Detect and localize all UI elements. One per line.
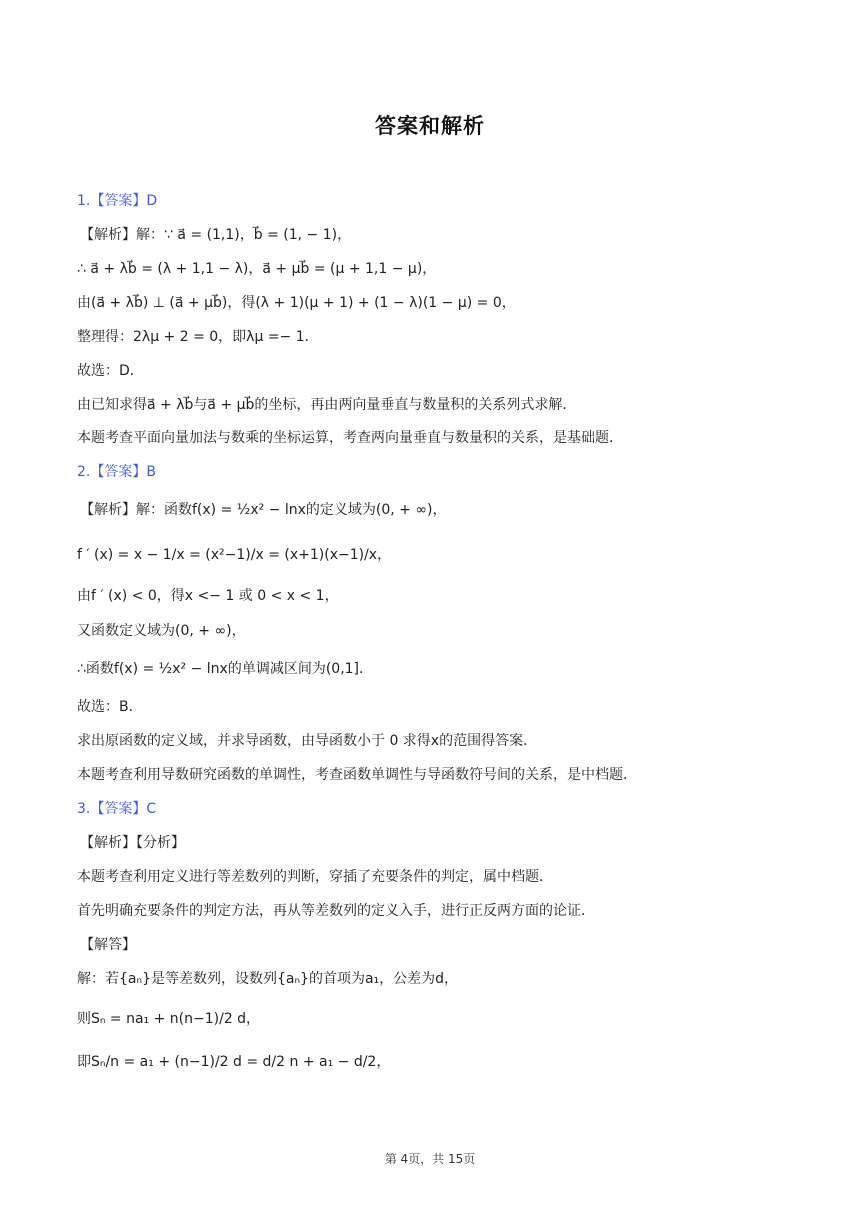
answer-heading-3: 3.【答案】C — [77, 801, 157, 817]
solution-line: 整理得：2λμ + 2 = 0，即λμ =− 1． — [77, 329, 319, 345]
page-title: 答案和解析 — [375, 114, 485, 138]
solution-line: 解：若{aₙ}是等差数列，设数列{aₙ}的首项为a₁，公差为d， — [77, 971, 459, 987]
solution-line: 由已知求得a⃗ + λb⃗与a⃗ + μb⃗的坐标，再由两向量垂直与数量积的关系列式求解． — [77, 397, 577, 413]
solution-line: 由(a⃗ + λb⃗) ⊥ (a⃗ + μb⃗)，得(λ + 1)(μ + 1) + (1 − λ)(1 − μ) = 0， — [77, 295, 516, 311]
solution-line: 【解析】解：函数f(x) = ½x² − lnx的定义域为(0, + ∞)， — [80, 502, 447, 518]
solution-line: 本题考查平面向量加法与数乘的坐标运算，考查两向量垂直与数量积的关系，是基础题． — [77, 430, 623, 446]
answer-heading-1: 1.【答案】D — [77, 193, 158, 209]
solution-line: 本题考查利用定义进行等差数列的判断，穿插了充要条件的判定，属中档题． — [77, 869, 553, 885]
solution-line: 又函数定义域为(0, + ∞)， — [77, 623, 246, 639]
solution-line: 首先明确充要条件的判定方法，再从等差数列的定义入手，进行正反两方面的论证． — [77, 903, 595, 919]
solution-line: 由f ′ (x) < 0，得x <− 1 或 0 < x < 1， — [77, 588, 339, 604]
solution-line: f ′ (x) = x − 1/x = (x²−1)/x = (x+1)(x−1)/x， — [77, 547, 392, 563]
answer-heading-2: 2.【答案】B — [77, 464, 156, 480]
solution-line: 即Sₙ/n = a₁ + (n−1)/2 d = d/2 n + a₁ − d/2， — [77, 1054, 391, 1070]
solution-line: ∴ a⃗ + λb⃗ = (λ + 1,1 − λ)，a⃗ + μb⃗ = (μ + 1,1 − μ)， — [77, 261, 437, 277]
solution-line: 故选：B． — [77, 699, 143, 715]
solution-line: 【解析】【分析】 — [80, 835, 185, 851]
solution-line: 本题考查利用导数研究函数的单调性，考查函数单调性与导函数符号间的关系，是中档题． — [77, 767, 637, 783]
page-footer: 第 4页，共 15页 — [384, 1152, 476, 1166]
solution-line: 【解析】解：∵ a⃗ = (1,1)，b⃗ = (1, − 1)， — [80, 227, 352, 243]
solution-line: ∴函数f(x) = ½x² − lnx的单调减区间为(0,1]． — [77, 661, 374, 677]
solution-line: 则Sₙ = na₁ + n(n−1)/2 d， — [77, 1011, 261, 1027]
solution-line: 【解答】 — [80, 937, 136, 953]
solution-line: 求出原函数的定义域，并求导函数，由导函数小于 0 求得x的范围得答案． — [77, 733, 538, 749]
solution-line: 故选：D． — [77, 363, 144, 379]
